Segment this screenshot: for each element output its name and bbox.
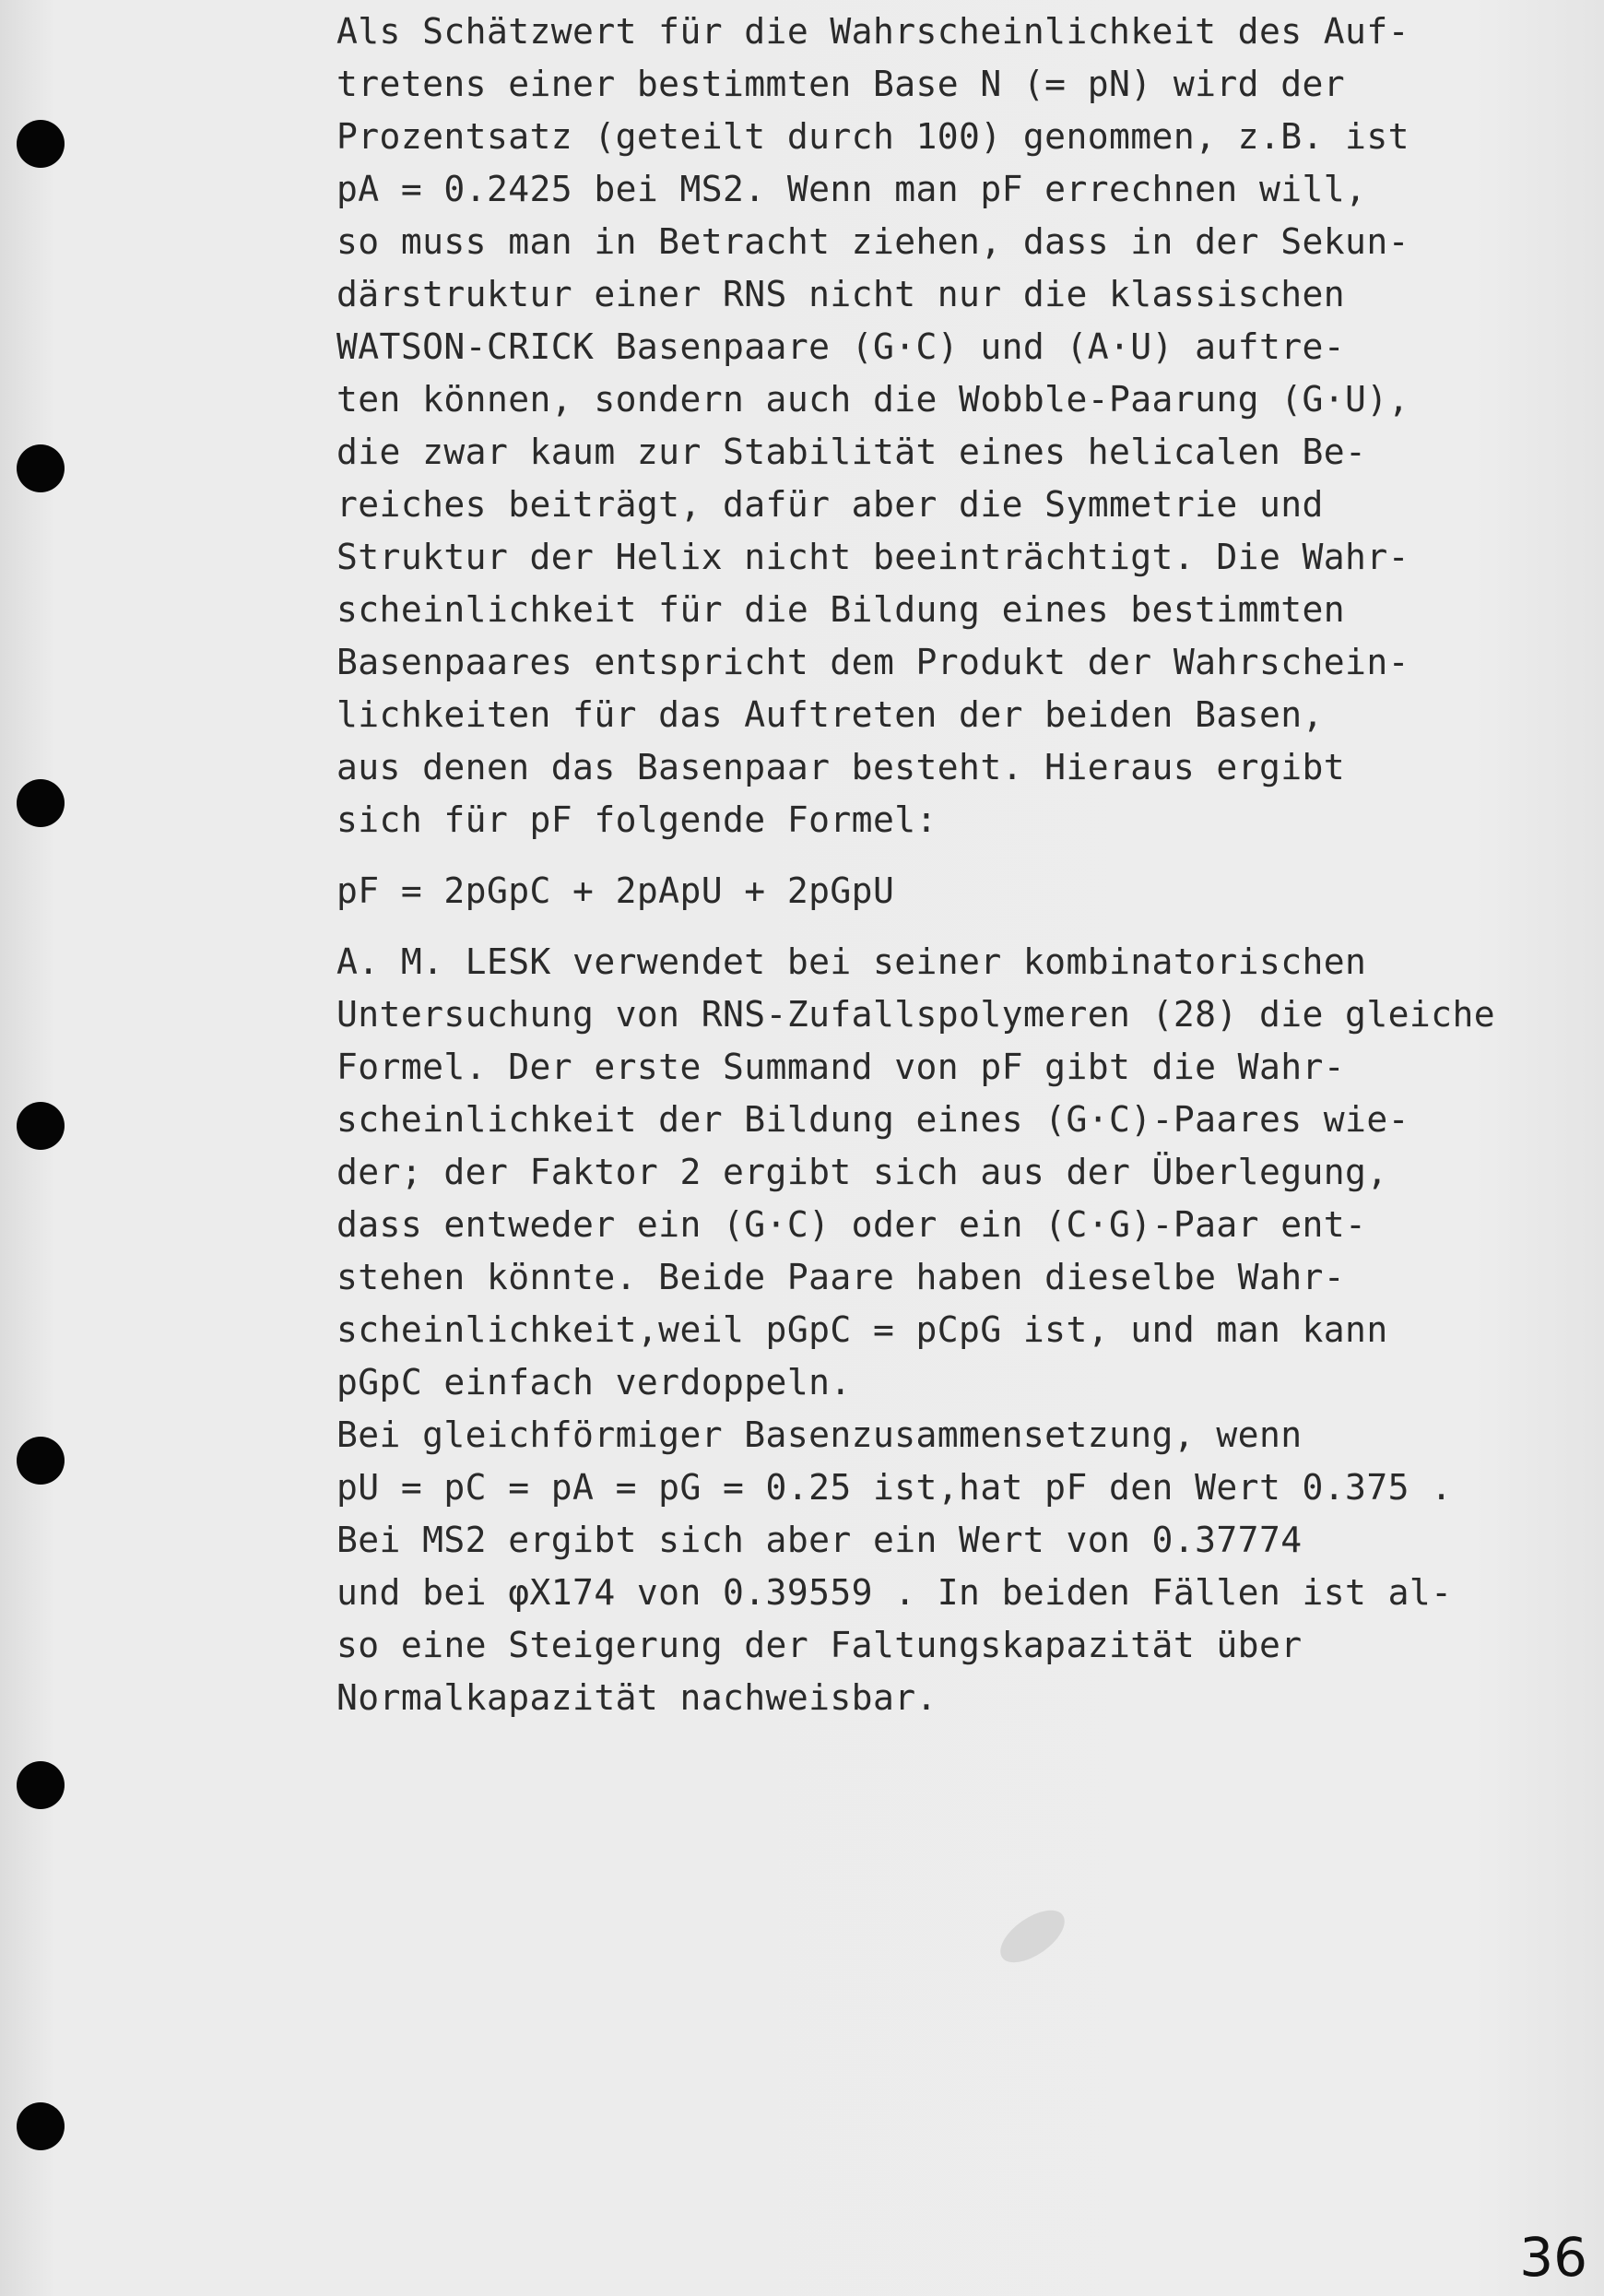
text-line: WATSON-CRICK Basenpaare (G·C) und (A·U) auftre- [336,326,1346,367]
text-line: Basenpaares entspricht dem Produkt der Wahrschein- [336,642,1409,682]
punch-hole [17,779,65,827]
text-line: pA = 0.2425 bei MS2. Wenn man pF errechnen will, [336,169,1367,209]
punch-hole [17,120,65,168]
text-line: Als Schätzwert für die Wahrscheinlichkeit des Auf- [336,11,1409,52]
text-line: lichkeiten für das Auftreten der beiden Basen, [336,694,1324,735]
text-line: Bei gleichförmiger Basenzusammensetzung, wenn [336,1414,1303,1455]
text-line: Prozentsatz (geteilt durch 100) genommen, z.B. ist [336,116,1409,157]
text-line: Normalkapazität nachweisbar. [336,1677,938,1718]
text-line: so muss man in Betracht ziehen, dass in der Sekun- [336,221,1409,262]
paragraph-gap [336,846,1535,865]
text-line: und bei φX174 von 0.39559 . In beiden Fällen ist al- [336,1572,1453,1613]
text-line: pGpC einfach verdoppeln. [336,1362,852,1402]
text-line: reiches beiträgt, dafür aber die Symmetrie und [336,484,1324,525]
text-line: scheinlichkeit der Bildung eines (G·C)-Paares wie- [336,1099,1409,1140]
text-line: scheinlichkeit,weil pGpC = pCpG ist, und man kann [336,1309,1388,1350]
text-line: ten können, sondern auch die Wobble-Paarung (G·U), [336,379,1409,420]
text-line: sich für pF folgende Formel: [336,799,938,840]
text-line: der; der Faktor 2 ergibt sich aus der Überlegung, [336,1152,1388,1192]
text-line: Bei MS2 ergibt sich aber ein Wert von 0.37774 [336,1520,1303,1560]
body-text [336,6,1535,1724]
paragraph-1 [336,6,1535,846]
text-line: A. M. LESK verwendet bei seiner kombinatorischen [336,941,1367,982]
text-line: so eine Steigerung der Faltungskapazität über [336,1625,1303,1665]
punch-hole [17,2102,65,2150]
text-line: dass entweder ein (G·C) oder ein (C·G)-Paar ent- [336,1204,1367,1245]
text-line: därstruktur einer RNS nicht nur die klassischen [336,274,1346,314]
paragraph-gap [336,917,1535,936]
text-line: die zwar kaum zur Stabilität eines helicalen Be- [336,432,1367,472]
text-line: tretens einer bestimmten Base N (= pN) wird der [336,64,1346,104]
formula: pF = 2pGpC + 2pApU + 2pGpU [336,870,895,911]
text-line: aus denen das Basenpaar besteht. Hieraus ergibt [336,747,1346,787]
text-line: scheinlichkeit für die Bildung eines bestimmten [336,589,1346,630]
text-line: Formel. Der erste Summand von pF gibt die Wahr- [336,1047,1346,1087]
text-line: pU = pC = pA = pG = 0.25 ist,hat pF den Wert 0.375 . [336,1467,1453,1508]
punch-hole [17,1102,65,1150]
punch-hole [17,444,65,492]
punch-hole [17,1437,65,1485]
page-number: 36 [1519,2226,1587,2289]
paper-smudge [992,1900,1073,1973]
paragraph-2 [336,936,1535,1724]
punch-hole [17,1761,65,1809]
text-line: Untersuchung von RNS-Zufallspolymeren (28) die gleiche [336,994,1496,1035]
text-line: stehen könnte. Beide Paare haben dieselbe Wahr- [336,1257,1346,1297]
text-line: Struktur der Helix nicht beeinträchtigt. Die Wahr- [336,537,1409,577]
